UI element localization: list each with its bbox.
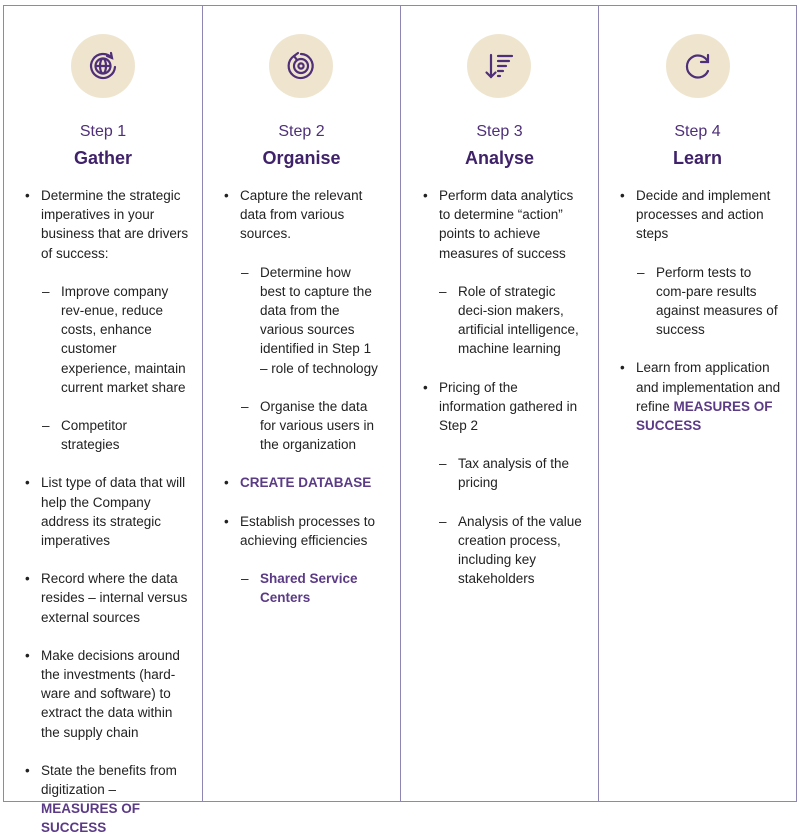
- list-item: • Pricing of the information gathered in Step 2: [439, 378, 587, 436]
- column-organise: [202, 6, 400, 801]
- list-item: [240, 473, 390, 492]
- step-title: Organise: [262, 148, 341, 168]
- item-list: [203, 186, 400, 607]
- list-item: • Learn from application and implementation and refine MEASURES OF SUCCESS: [636, 358, 784, 435]
- step-title: Gather: [73, 148, 133, 168]
- step-label: Step 2: [278, 123, 325, 140]
- column-analyse: [400, 6, 598, 801]
- list-item: – Improve company rev-enue, reduce costs, enhance customer experience, maintain current market share: [61, 282, 189, 397]
- sort-descending-icon: [483, 50, 515, 82]
- list-item: • Decide and implement processes and action steps: [636, 186, 784, 244]
- icon-badge: [269, 34, 333, 98]
- list-item: • Establish processes to achieving efficiencies: [240, 512, 390, 550]
- list-item: • List type of data that will help the Company address its strategic imperatives: [41, 473, 189, 550]
- list-item: • Perform data analytics to determine “action” points to achieve measures of success: [439, 186, 587, 263]
- list-item: [260, 569, 380, 607]
- step-title: Learn: [672, 148, 723, 168]
- item-list: [599, 186, 796, 435]
- list-item: • Capture the relevant data from various sources.: [240, 186, 390, 244]
- process-diagram: [3, 5, 797, 836]
- list-item: – Analysis of the value creation process, including key stakeholders: [458, 512, 584, 589]
- step-title: Analyse: [464, 148, 535, 168]
- item-list: [4, 186, 202, 838]
- list-item: • Record where the data resides – internal versus external sources: [41, 569, 189, 627]
- measures-highlight: MEASURES OF SUCCESS: [41, 801, 141, 836]
- list-item: • Determine the strategic imperatives in your business that are drivers of success:: [41, 186, 189, 263]
- create-database-highlight: CREATE DATABASE: [240, 475, 372, 491]
- measures-highlight: MEASURES OF SUCCESS: [636, 398, 773, 434]
- step-label: Step 4: [674, 123, 721, 140]
- shared-service-highlight: Shared Service Centers: [260, 571, 358, 606]
- list-item: – Competitor strategies: [61, 416, 189, 454]
- icon-badge: [666, 34, 730, 98]
- icon-badge: [71, 34, 135, 98]
- icon-badge: [467, 34, 531, 98]
- step-label: Step 3: [476, 123, 523, 140]
- globe-refresh-icon: [87, 50, 119, 82]
- column-gather: [4, 6, 202, 836]
- list-item: – Organise the data for various users in the organization: [260, 397, 380, 455]
- step-label: Step 1: [79, 123, 127, 140]
- list-item: – Determine how best to capture the data from the various sources identified in Step 1 – role of technology: [260, 263, 380, 378]
- list-item: – Tax analysis of the pricing: [458, 454, 584, 492]
- list-item: – Perform tests to com-pare results against measures of success: [656, 263, 782, 340]
- item-list: [401, 186, 598, 588]
- list-item: • Make decisions around the investments (hard-ware and software) to extract the data within the supply chain: [41, 646, 189, 742]
- list-item: – Role of strategic deci-sion makers, artificial intelligence, machine learning: [458, 282, 584, 359]
- refresh-icon: [682, 50, 714, 82]
- target-cycle-icon: [285, 50, 317, 82]
- list-item: • State the benefits from digitization – MEASURES OF SUCCESS: [41, 761, 189, 838]
- column-learn: [598, 6, 796, 801]
